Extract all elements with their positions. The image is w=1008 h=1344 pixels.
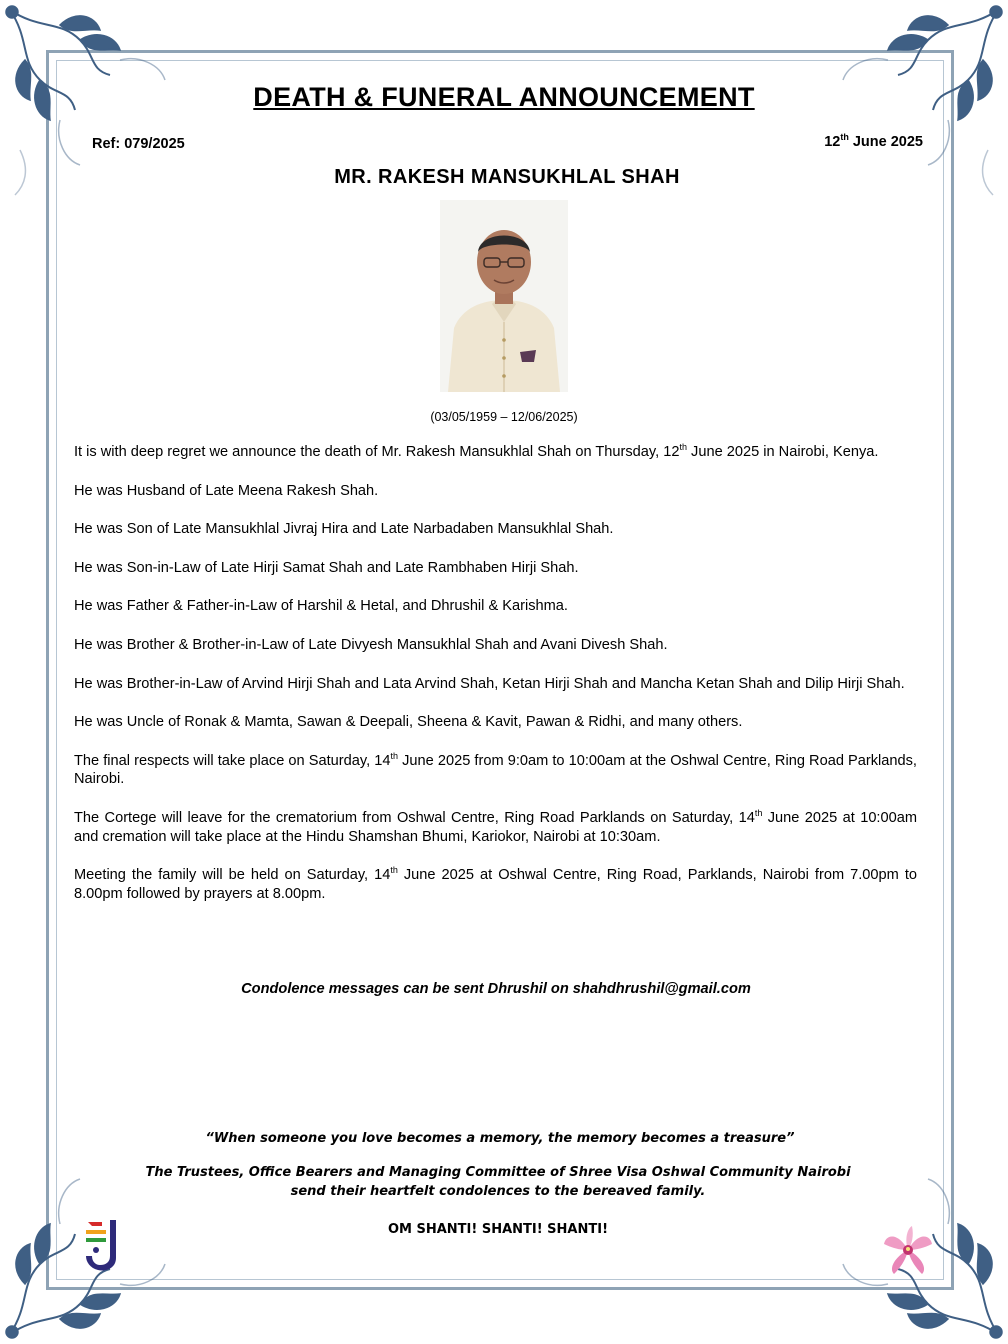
paragraph-brother-in-law: He was Brother-in-Law of Arvind Hirji Shah and Lata Arvind Shah, Ketan Hirji Shah and Mancha Ketan Shah and Dilip Hirji Shah. — [74, 675, 905, 692]
trustees-line-2: send their heartfelt condolences to the bereaved family. — [290, 1184, 706, 1199]
ordinal-suffix: th — [754, 808, 763, 819]
reference-number: Ref: 079/2025 — [92, 136, 185, 152]
paragraph-text: June 2025 in Nairobi, Kenya. — [686, 444, 879, 460]
trustees-message — [0, 1163, 996, 1201]
date-suffix: th — [840, 132, 849, 143]
paragraph-brother: He was Brother & Brother-in-Law of Late Divyesh Mansukhlal Shah and Avani Divesh Shah. — [74, 636, 668, 653]
paragraph-husband: He was Husband of Late Meena Rakesh Shah. — [74, 482, 379, 499]
paragraph-text: June 2025 at 10:00am and cremation will take place at the Hindu Shamshan Bhumi, Kariokor, Nairobi at 10:30am. — [74, 809, 917, 845]
trustees-line-1: The Trustees, Office Bearers and Managing Committee of Shree Visa Oshwal Community Nairobi — [145, 1165, 851, 1180]
paragraph-death-notice — [74, 443, 917, 462]
paragraph-text: June 2025 from 9:0am to 10:00am at the Oshwal Centre, Ring Road Parklands, Nairobi. — [74, 752, 917, 788]
paragraph-son: He was Son of Late Mansukhlal Jivraj Hira and Late Narbadaben Mansukhlal Shah. — [74, 521, 614, 538]
paragraph-son-in-law: He was Son-in-Law of Late Hirji Samat Shah and Late Rambhaben Hirji Shah. — [74, 559, 579, 576]
announcement-title: DEATH & FUNERAL ANNOUNCEMENT — [253, 82, 755, 112]
paragraph-text: June 2025 at Oshwal Centre, Ring Road, Parklands, Nairobi from 7.00pm to 8.00pm followed by prayers at 8.00pm. — [74, 867, 917, 902]
paragraph-text: The Cortege will leave for the crematorium from Oshwal Centre, Ring Road Parklands on Saturday, 14 — [74, 809, 755, 826]
ordinal-suffix: th — [679, 442, 687, 453]
paragraph-text: The final respects will take place on Saturday, 14 — [74, 752, 391, 769]
deceased-portrait — [440, 200, 568, 392]
paragraph-final-respects — [74, 752, 917, 789]
paragraph-uncle: He was Uncle of Ronak & Mamta, Sawan & Deepali, Sheena & Kavit, Pawan & Ridhi, and many others. — [74, 714, 743, 731]
orchid-flower-icon — [878, 1222, 938, 1280]
paragraph-cortege — [74, 809, 917, 846]
deceased-name: MR. RAKESH MANSUKHLAL SHAH — [334, 166, 680, 188]
closing-prayer: OM SHANTI! SHANTI! SHANTI! — [387, 1222, 609, 1237]
paragraph-text: It is with deep regret we announce the death of Mr. Rakesh Mansukhlal Shah on Thursday, 12 — [74, 444, 680, 460]
condolence-contact: Condolence messages can be sent Dhrushil on shahdhrushil@gmail.com — [241, 981, 751, 997]
community-logo-icon — [80, 1216, 122, 1274]
announcement-body — [74, 443, 917, 923]
ordinal-suffix: th — [390, 865, 398, 876]
announcement-date — [824, 134, 923, 150]
paragraph-father: He was Father & Father-in-Law of Harshil & Hetal, and Dhrushil & Karishma. — [74, 598, 568, 615]
date-rest: June 2025 — [848, 134, 923, 150]
memorial-quote: “When someone you love becomes a memory, the memory becomes a treasure” — [205, 1131, 795, 1146]
paragraph-text: Meeting the family will be held on Saturday, 14 — [74, 867, 391, 884]
date-day: 12 — [824, 134, 841, 150]
life-span-dates: (03/05/1959 – 12/06/2025) — [430, 410, 578, 424]
paragraph-family-meeting — [74, 866, 917, 903]
ordinal-suffix: th — [390, 750, 398, 761]
